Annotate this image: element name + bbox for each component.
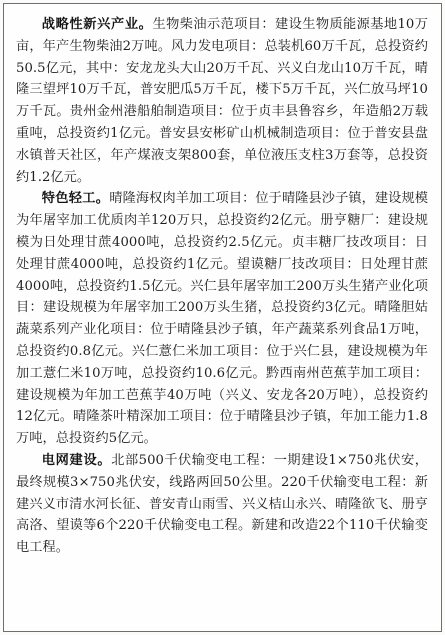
article-frame [3,3,442,632]
text-light-industry: 晴隆海权肉羊加工项目：位于晴隆县沙子镇，建设规模为年屠宰加工优质肉羊120万只，总投资约2亿元。册亨糖厂：建设规模为日处理甘蔗4000吨，总投资约2.5亿元。贞丰糖厂技改项目：日处理甘蔗4000吨，总投资约1亿元。望谟糖厂技改项目：日处理甘蔗4000吨，总投资约1.5亿元。兴仁县年屠宰加工200万头生猪产业化项目：建设规模为年屠宰加工200万头生猪，总投资约3亿元。晴隆胆姑蔬菜系列产业化项目：位于晴隆县沙子镇，年产蔬菜系列食品1万吨，总投资约0.8亿元。兴仁薏仁米加工项目：位于兴仁县，建设规模为年加工薏仁米10万吨，总投资约10.6亿元。黔西南州芭蕉芋加工项目：建设规模为年加工芭蕉芋40万吨（兴义、安龙各20万吨），总投资约12亿元。晴隆茶叶精深加工项目：位于晴隆县沙子镇，年加工能力1.8万吨，总投资约5亿元。 [16,191,428,447]
paragraph-strategic-industries [16,14,428,188]
text-power-grid: 北部500千伏输变电工程：一期建设1×750兆伏安，最终规模3×750兆伏安，线路两回50公里。220千伏输变电工程：新建兴义市清水河长征、普安青山雨雪、兴义桔山永兴、晴隆欲飞、册亨高洛、望谟等6个220千伏输变电工程。新建和改造22个110千伏输变电工程。 [16,452,428,556]
article-content [16,14,428,621]
heading-strategic-industries: 战略性新兴产业。 [41,17,153,32]
heading-power-grid: 电网建设。 [41,452,112,468]
paragraph-light-industry [16,188,428,450]
paragraph-power-grid [16,450,428,559]
text-strategic-industries: 生物柴油示范项目：建设生物质能源基地10万亩，年产生物柴油2万吨。风力发电项目：总装机60万千瓦，总投资约50.5亿元，其中：安龙龙头大山20万千瓦、兴义白龙山10万千瓦，晴隆三望坪10万千瓦，普安肥瓜5万千瓦，楼下5万千瓦，兴仁放马坪10万千瓦。贵州金州港船舶制造项目：位于贞丰县鲁容乡，年造船2万载重吨，总投资约1亿元。普安县安彬矿山机械制造项目：位于普安县盘水镇普天社区，年产煤液支架800套，单位液压支柱3万套等，总投资约1.2亿元。 [16,17,428,185]
heading-light-industry: 特色轻工。 [41,191,110,207]
